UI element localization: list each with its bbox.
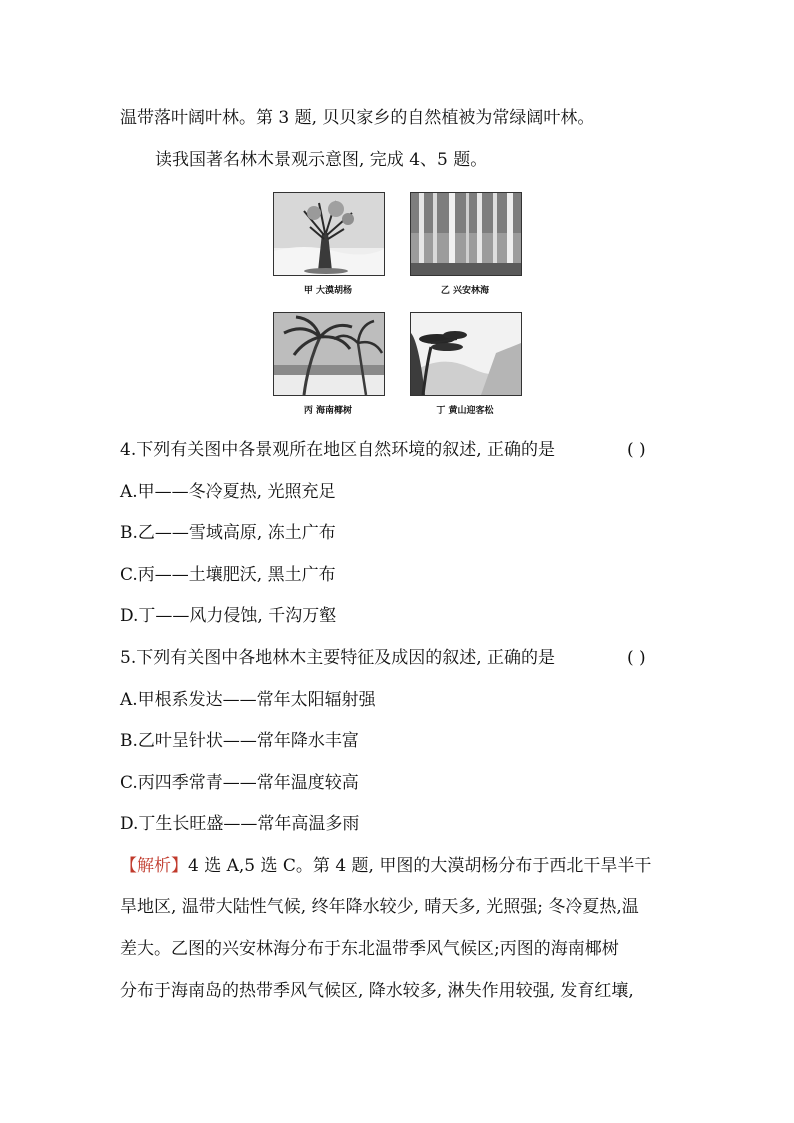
desert-poplar-photo xyxy=(273,192,385,276)
question-4-stem: 4.下列有关图中各景观所在地区自然环境的叙述, 正确的是 xyxy=(120,440,556,460)
question-4-option-a: A.甲——冬冷夏热, 光照充足 xyxy=(120,482,336,502)
question-5-option-b: B.乙叶呈针状——常年降水丰富 xyxy=(120,731,359,751)
analysis-line-4: 分布于海南岛的热带季风气候区, 降水较多, 淋失作用较强, 发育红壤, xyxy=(120,981,634,1001)
question-4-option-d: D.丁——风力侵蚀, 千沟万壑 xyxy=(120,606,337,626)
birch-forest-photo xyxy=(410,192,522,276)
analysis-line-1 xyxy=(120,855,651,877)
analysis-text-1: 4 选 A,5 选 C。第 4 题, 甲图的大漠胡杨分布于西北干旱半干 xyxy=(188,856,652,876)
figure-caption-bing: 丙 海南椰树 xyxy=(303,406,353,416)
question-5-answer-blank: ( ) xyxy=(627,648,646,668)
question-5-option-a: A.甲根系发达——常年太阳辐射强 xyxy=(120,690,376,710)
analysis-line-2: 旱地区, 温带大陆性气候, 终年降水较少, 晴天多, 光照强; 冬冷夏热,温 xyxy=(120,897,639,917)
analysis-tag: 【解析】 xyxy=(120,856,188,876)
intro-line: 温带落叶阔叶林。第 3 题, 贝贝家乡的自然植被为常绿阔叶林。 xyxy=(120,108,595,128)
figure-caption-ding: 丁 黄山迎客松 xyxy=(436,406,494,416)
question-5-stem: 5.下列有关图中各地林木主要特征及成因的叙述, 正确的是 xyxy=(120,648,556,668)
question-prompt: 读我国著名林木景观示意图, 完成 4、5 题。 xyxy=(155,150,488,170)
analysis-line-3: 差大。乙图的兴安林海分布于东北温带季风气候区;丙图的海南椰树 xyxy=(120,939,619,959)
question-4-option-b: B.乙——雪域高原, 冻土广布 xyxy=(120,523,336,543)
coconut-palm-photo xyxy=(273,312,385,396)
welcoming-pine-photo xyxy=(410,312,522,396)
question-4-answer-blank: ( ) xyxy=(627,440,646,460)
question-4-option-c: C.丙——土壤肥沃, 黑土广布 xyxy=(120,565,336,585)
figure-caption-yi: 乙 兴安林海 xyxy=(440,286,490,296)
question-5-option-d: D.丁生长旺盛——常年高温多雨 xyxy=(120,814,360,834)
figure-caption-jia: 甲 大漠胡杨 xyxy=(303,286,353,296)
question-5-option-c: C.丙四季常青——常年温度较高 xyxy=(120,773,359,793)
